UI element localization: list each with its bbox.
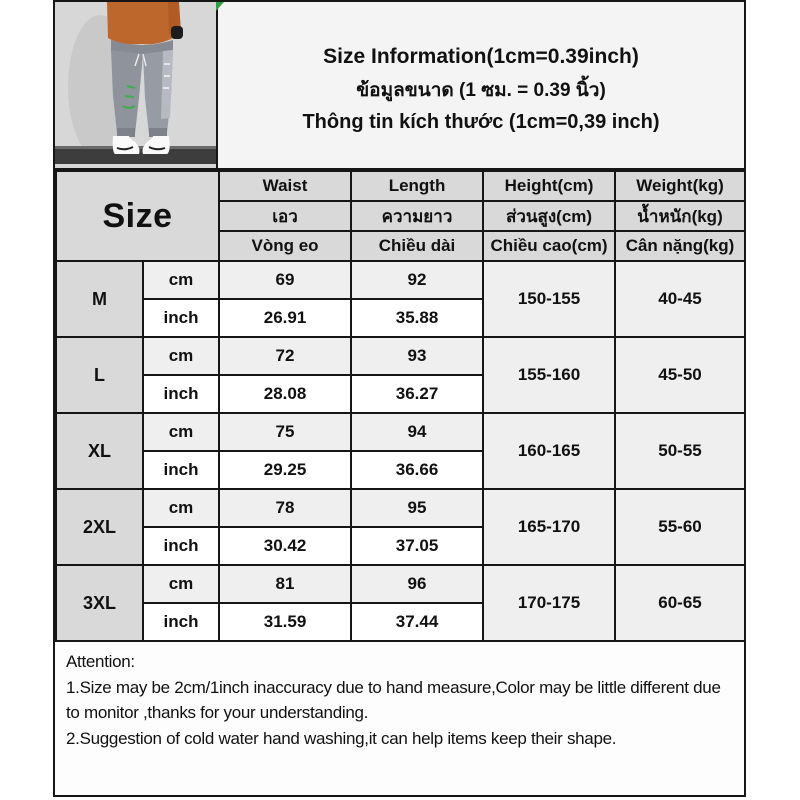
length-inch-value: 36.27	[351, 375, 483, 413]
product-photo-illustration	[55, 2, 216, 168]
length-header-th: ความยาว	[351, 201, 483, 231]
length-cm-value: 94	[351, 413, 483, 451]
product-photo	[55, 2, 218, 168]
waist-cm-value: 78	[219, 489, 351, 527]
length-cm-value: 93	[351, 337, 483, 375]
size-label: L	[56, 337, 143, 413]
weight-range: 50-55	[615, 413, 745, 489]
size-label: M	[56, 261, 143, 337]
height-header-en: Height(cm)	[483, 171, 615, 201]
header-row-english	[56, 171, 745, 201]
waist-inch-value: 29.25	[219, 451, 351, 489]
green-corner-mark	[216, 2, 224, 11]
content-block	[53, 0, 746, 797]
length-header-en: Length	[351, 171, 483, 201]
weight-range: 55-60	[615, 489, 745, 565]
unit-cm-label: cm	[143, 413, 219, 451]
attention-heading: Attention:	[66, 652, 135, 671]
title-vietnamese: Thông tin kích thước (1cm=0,39 inch)	[302, 110, 660, 133]
left-cuff	[117, 128, 135, 137]
waist-header-vi: Vòng eo	[219, 231, 351, 261]
weight-header-th: น้ำหนัก(kg)	[615, 201, 745, 231]
table-row-3xl-cm	[56, 565, 745, 603]
unit-inch-label: inch	[143, 603, 219, 641]
weight-header-en: Weight(kg)	[615, 171, 745, 201]
length-header-vi: Chiều dài	[351, 231, 483, 261]
table-row-xl-cm	[56, 413, 745, 451]
size-table	[55, 170, 746, 642]
table-row-2xl-cm	[56, 489, 745, 527]
length-cm-value: 92	[351, 261, 483, 299]
unit-cm-label: cm	[143, 337, 219, 375]
attention-section	[55, 642, 744, 795]
attention-line-1: 1.Size may be 2cm/1inch inaccuracy due to hand measure,Color may be little different due to monitor ,thanks for your understanding.	[66, 677, 721, 722]
height-range: 150-155	[483, 261, 615, 337]
weight-header-vi: Cân nặng(kg)	[615, 231, 745, 261]
unit-inch-label: inch	[143, 299, 219, 337]
length-cm-value: 95	[351, 489, 483, 527]
size-label: 3XL	[56, 565, 143, 641]
unit-cm-label: cm	[143, 261, 219, 299]
waist-inch-value: 31.59	[219, 603, 351, 641]
size-label: XL	[56, 413, 143, 489]
waist-cm-value: 72	[219, 337, 351, 375]
unit-inch-label: inch	[143, 527, 219, 565]
waist-header-en: Waist	[219, 171, 351, 201]
table-row-l-cm	[56, 337, 745, 375]
top-row	[55, 2, 744, 170]
watch	[171, 26, 183, 39]
right-cuff	[149, 128, 167, 137]
unit-cm-label: cm	[143, 565, 219, 603]
waist-header-th: เอว	[219, 201, 351, 231]
size-header-cell: Size	[56, 171, 219, 261]
attention-line-2: 2.Suggestion of cold water hand washing,it can help items keep their shape.	[66, 728, 617, 748]
title-english: Size Information(1cm=0.39inch)	[323, 44, 639, 68]
height-header-th: ส่วนสูง(cm)	[483, 201, 615, 231]
unit-inch-label: inch	[143, 451, 219, 489]
waist-cm-value: 69	[219, 261, 351, 299]
length-inch-value: 37.05	[351, 527, 483, 565]
waist-inch-value: 26.91	[219, 299, 351, 337]
length-inch-value: 36.66	[351, 451, 483, 489]
waist-cm-value: 81	[219, 565, 351, 603]
height-range: 160-165	[483, 413, 615, 489]
weight-range: 40-45	[615, 261, 745, 337]
height-range: 165-170	[483, 489, 615, 565]
title-thai: ข้อมูลขนาด (1 ซม. = 0.39 นิ้ว)	[356, 79, 606, 101]
length-inch-value: 35.88	[351, 299, 483, 337]
height-range: 170-175	[483, 565, 615, 641]
unit-inch-label: inch	[143, 375, 219, 413]
size-label: 2XL	[56, 489, 143, 565]
height-header-vi: Chiều cao(cm)	[483, 231, 615, 261]
length-inch-value: 37.44	[351, 603, 483, 641]
shirt	[107, 2, 177, 44]
waist-inch-value: 30.42	[219, 527, 351, 565]
length-cm-value: 96	[351, 565, 483, 603]
height-range: 155-160	[483, 337, 615, 413]
weight-range: 60-65	[615, 565, 745, 641]
title-area	[218, 2, 744, 168]
waist-inch-value: 28.08	[219, 375, 351, 413]
weight-range: 45-50	[615, 337, 745, 413]
table-row-m-cm	[56, 261, 745, 299]
unit-cm-label: cm	[143, 489, 219, 527]
waist-cm-value: 75	[219, 413, 351, 451]
